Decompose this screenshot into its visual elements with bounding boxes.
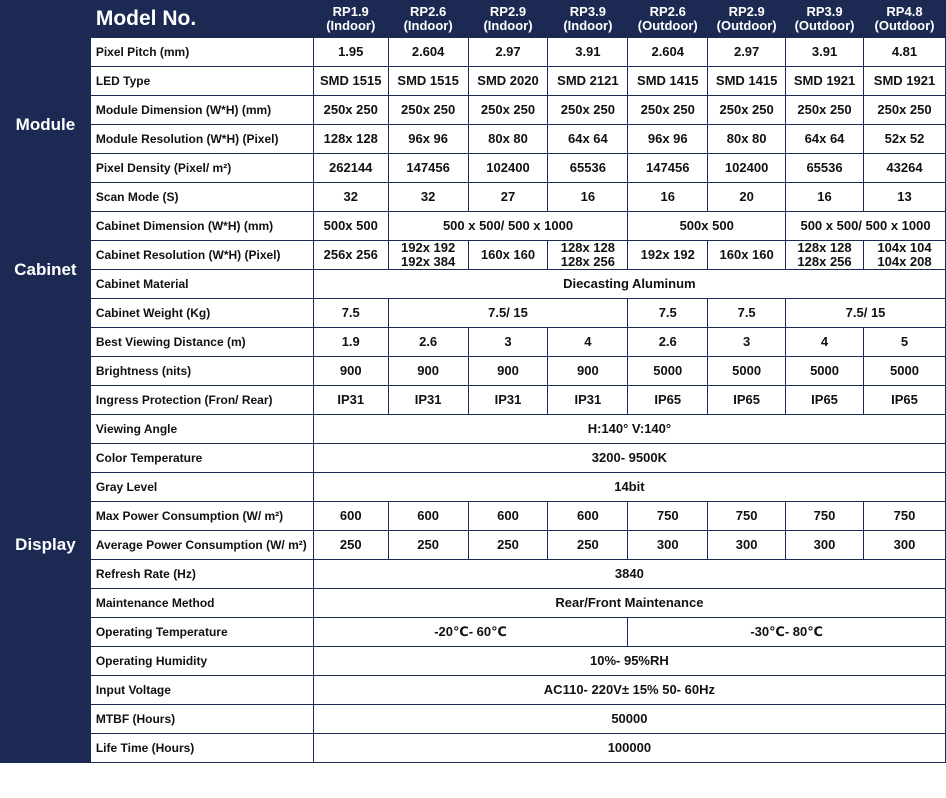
- value-cell: 7.5/ 15: [786, 299, 946, 328]
- param-label: Cabinet Weight (Kg): [90, 299, 313, 328]
- value-cell: 5000: [628, 357, 708, 386]
- param-label: Module Dimension (W*H) (mm): [90, 96, 313, 125]
- value-cell: 13: [863, 183, 945, 212]
- value-cell: 128x 128 128x 256: [548, 241, 628, 270]
- value-cell: 147456: [388, 154, 468, 183]
- value-cell: 104x 104 104x 208: [863, 241, 945, 270]
- value-cell: 102400: [468, 154, 548, 183]
- value-cell: 250x 250: [708, 96, 786, 125]
- value-cell: IP65: [708, 386, 786, 415]
- value-cell: 250x 250: [388, 96, 468, 125]
- value-cell: 3: [468, 328, 548, 357]
- value-cell: 1.95: [313, 38, 388, 67]
- param-label: MTBF (Hours): [90, 705, 313, 734]
- header-row: [1, 1, 946, 38]
- value-cell: 43264: [863, 154, 945, 183]
- value-cell: 102400: [708, 154, 786, 183]
- value-cell: 250x 250: [313, 96, 388, 125]
- value-cell: 250x 250: [548, 96, 628, 125]
- value-cell: 600: [388, 502, 468, 531]
- value-cell: 96x 96: [388, 125, 468, 154]
- value-cell: 3: [708, 328, 786, 357]
- spec-row: [1, 705, 946, 734]
- value-cell: 250x 250: [628, 96, 708, 125]
- value-cell: 5: [863, 328, 945, 357]
- value-cell: 600: [313, 502, 388, 531]
- value-cell: SMD 1415: [708, 67, 786, 96]
- value-cell: 100000: [313, 734, 945, 763]
- value-cell: 20: [708, 183, 786, 212]
- spec-row: [1, 676, 946, 705]
- value-cell: 4.81: [863, 38, 945, 67]
- param-label: Gray Level: [90, 473, 313, 502]
- spec-row: [1, 589, 946, 618]
- param-label: Life Time (Hours): [90, 734, 313, 763]
- param-label: Input Voltage: [90, 676, 313, 705]
- value-cell: 250: [468, 531, 548, 560]
- model-header: RP2.6 (Indoor): [388, 1, 468, 38]
- value-cell: 750: [708, 502, 786, 531]
- value-cell: SMD 1921: [863, 67, 945, 96]
- spec-row: [1, 241, 946, 270]
- model-header: RP3.9 (Outdoor): [786, 1, 864, 38]
- value-cell: 250: [548, 531, 628, 560]
- spec-row: [1, 154, 946, 183]
- value-cell: 300: [863, 531, 945, 560]
- value-cell: 750: [863, 502, 945, 531]
- param-label: Best Viewing Distance (m): [90, 328, 313, 357]
- value-cell: IP65: [628, 386, 708, 415]
- value-cell: 80x 80: [468, 125, 548, 154]
- value-cell: 32: [388, 183, 468, 212]
- param-label: Operating Temperature: [90, 618, 313, 647]
- param-label: Cabinet Dimension (W*H) (mm): [90, 212, 313, 241]
- value-cell: 128x 128 128x 256: [786, 241, 864, 270]
- value-cell: 900: [468, 357, 548, 386]
- value-cell: 3840: [313, 560, 945, 589]
- spec-row: [1, 183, 946, 212]
- value-cell: 7.5: [628, 299, 708, 328]
- value-cell: AC110- 220V± 15% 50- 60Hz: [313, 676, 945, 705]
- value-cell: IP31: [468, 386, 548, 415]
- value-cell: SMD 1921: [786, 67, 864, 96]
- value-cell: Diecasting Aluminum: [313, 270, 945, 299]
- param-label: Cabinet Resolution (W*H) (Pixel): [90, 241, 313, 270]
- value-cell: IP31: [313, 386, 388, 415]
- value-cell: 4: [548, 328, 628, 357]
- value-cell: 64x 64: [786, 125, 864, 154]
- param-label: Max Power Consumption (W/ m²): [90, 502, 313, 531]
- spec-row: [1, 734, 946, 763]
- value-cell: 750: [628, 502, 708, 531]
- value-cell: 250x 250: [468, 96, 548, 125]
- value-cell: 500x 500: [628, 212, 786, 241]
- value-cell: 3.91: [548, 38, 628, 67]
- spec-row: [1, 502, 946, 531]
- value-cell: SMD 2121: [548, 67, 628, 96]
- spec-row: [1, 386, 946, 415]
- param-label: Color Temperature: [90, 444, 313, 473]
- value-cell: 250: [313, 531, 388, 560]
- value-cell: 262144: [313, 154, 388, 183]
- value-cell: -30℃- 80℃: [628, 618, 946, 647]
- value-cell: IP31: [548, 386, 628, 415]
- param-label: Scan Mode (S): [90, 183, 313, 212]
- spec-row: [1, 444, 946, 473]
- value-cell: 16: [628, 183, 708, 212]
- value-cell: 192x 192 192x 384: [388, 241, 468, 270]
- value-cell: IP31: [388, 386, 468, 415]
- value-cell: 5000: [863, 357, 945, 386]
- value-cell: 3200- 9500K: [313, 444, 945, 473]
- spec-row: [1, 647, 946, 676]
- value-cell: 1.9: [313, 328, 388, 357]
- model-title: Model No.: [90, 1, 313, 38]
- value-cell: SMD 1515: [313, 67, 388, 96]
- value-cell: 300: [786, 531, 864, 560]
- spec-row: [1, 415, 946, 444]
- model-header: RP2.6 (Outdoor): [628, 1, 708, 38]
- value-cell: 256x 256: [313, 241, 388, 270]
- value-cell: SMD 1415: [628, 67, 708, 96]
- value-cell: 2.604: [388, 38, 468, 67]
- value-cell: 750: [786, 502, 864, 531]
- spec-row: [1, 212, 946, 241]
- spec-row: [1, 96, 946, 125]
- value-cell: 128x 128: [313, 125, 388, 154]
- value-cell: 7.5: [708, 299, 786, 328]
- model-header: RP1.9 (Indoor): [313, 1, 388, 38]
- value-cell: 65536: [786, 154, 864, 183]
- value-cell: 500 x 500/ 500 x 1000: [388, 212, 628, 241]
- model-header: RP3.9 (Indoor): [548, 1, 628, 38]
- group-label-module: Module: [1, 38, 91, 212]
- value-cell: 250x 250: [863, 96, 945, 125]
- value-cell: 900: [388, 357, 468, 386]
- spec-row: [1, 531, 946, 560]
- value-cell: 300: [628, 531, 708, 560]
- param-label: Refresh Rate (Hz): [90, 560, 313, 589]
- value-cell: 80x 80: [708, 125, 786, 154]
- value-cell: 16: [548, 183, 628, 212]
- value-cell: 5000: [786, 357, 864, 386]
- param-label: Brightness (nits): [90, 357, 313, 386]
- value-cell: 2.604: [628, 38, 708, 67]
- spec-row: [1, 560, 946, 589]
- value-cell: 64x 64: [548, 125, 628, 154]
- value-cell: -20℃- 60℃: [313, 618, 628, 647]
- param-label: Pixel Pitch (mm): [90, 38, 313, 67]
- value-cell: 14bit: [313, 473, 945, 502]
- value-cell: H:140° V:140°: [313, 415, 945, 444]
- spec-row: [1, 67, 946, 96]
- value-cell: 7.5/ 15: [388, 299, 628, 328]
- spec-row: [1, 357, 946, 386]
- value-cell: 52x 52: [863, 125, 945, 154]
- value-cell: 500x 500: [313, 212, 388, 241]
- param-label: Maintenance Method: [90, 589, 313, 618]
- param-label: Cabinet Material: [90, 270, 313, 299]
- model-header: RP4.8 (Outdoor): [863, 1, 945, 38]
- value-cell: 96x 96: [628, 125, 708, 154]
- model-header: RP2.9 (Indoor): [468, 1, 548, 38]
- value-cell: 27: [468, 183, 548, 212]
- value-cell: 500 x 500/ 500 x 1000: [786, 212, 946, 241]
- spec-row: [1, 125, 946, 154]
- value-cell: 250x 250: [786, 96, 864, 125]
- value-cell: 147456: [628, 154, 708, 183]
- spec-row: [1, 618, 946, 647]
- param-label: Viewing Angle: [90, 415, 313, 444]
- value-cell: 900: [313, 357, 388, 386]
- value-cell: 10%- 95%RH: [313, 647, 945, 676]
- group-label-cabinet: Cabinet: [1, 212, 91, 328]
- value-cell: SMD 2020: [468, 67, 548, 96]
- value-cell: 600: [548, 502, 628, 531]
- value-cell: 250: [388, 531, 468, 560]
- param-label: Average Power Consumption (W/ m²): [90, 531, 313, 560]
- value-cell: 50000: [313, 705, 945, 734]
- value-cell: 4: [786, 328, 864, 357]
- spec-row: [1, 270, 946, 299]
- model-header: RP2.9 (Outdoor): [708, 1, 786, 38]
- param-label: Module Resolution (W*H) (Pixel): [90, 125, 313, 154]
- value-cell: 5000: [708, 357, 786, 386]
- group-label-display: Display: [1, 328, 91, 763]
- value-cell: 192x 192: [628, 241, 708, 270]
- value-cell: 32: [313, 183, 388, 212]
- value-cell: 2.6: [388, 328, 468, 357]
- spec-row: [1, 473, 946, 502]
- value-cell: 2.6: [628, 328, 708, 357]
- value-cell: 600: [468, 502, 548, 531]
- value-cell: 160x 160: [468, 241, 548, 270]
- param-label: Operating Humidity: [90, 647, 313, 676]
- value-cell: 16: [786, 183, 864, 212]
- value-cell: 300: [708, 531, 786, 560]
- value-cell: Rear/Front Maintenance: [313, 589, 945, 618]
- header-corner: [1, 1, 91, 38]
- value-cell: 160x 160: [708, 241, 786, 270]
- value-cell: 2.97: [468, 38, 548, 67]
- value-cell: 900: [548, 357, 628, 386]
- spec-row: [1, 38, 946, 67]
- value-cell: 7.5: [313, 299, 388, 328]
- value-cell: 65536: [548, 154, 628, 183]
- spec-row: [1, 299, 946, 328]
- spec-row: [1, 328, 946, 357]
- param-label: Pixel Density (Pixel/ m²): [90, 154, 313, 183]
- param-label: LED Type: [90, 67, 313, 96]
- value-cell: SMD 1515: [388, 67, 468, 96]
- value-cell: IP65: [786, 386, 864, 415]
- param-label: Ingress Protection (Fron/ Rear): [90, 386, 313, 415]
- value-cell: 2.97: [708, 38, 786, 67]
- value-cell: IP65: [863, 386, 945, 415]
- value-cell: 3.91: [786, 38, 864, 67]
